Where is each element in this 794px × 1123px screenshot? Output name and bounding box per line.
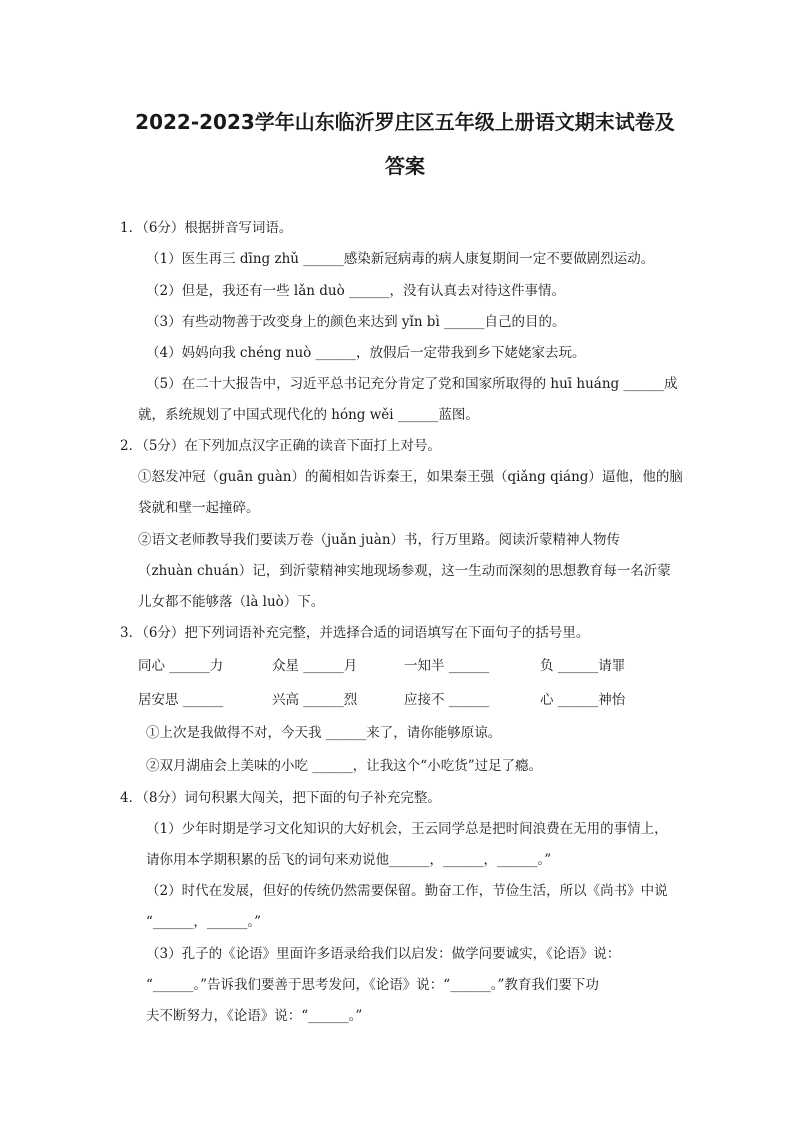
q1-item-5-cont: 就，系统规划了中国式现代化的 hóng wěi ______蓝图。	[138, 407, 479, 423]
q2-line-5: 儿女都不能够落（là luò）下。	[138, 594, 325, 610]
q3-word-5: 居安思 ______	[138, 692, 224, 708]
q3-word-4: 负 ______请罪	[540, 658, 626, 674]
q1-item-3: （3）有些动物善于改变身上的颜色来达到 yǐn bì ______自己的目的。	[146, 314, 566, 330]
q4-line-4: “______，______。”	[146, 914, 262, 930]
q2-line-1: ①怒发冲冠（guān guàn）的蔺相如告诉秦王，如果秦王强（qiǎng qiáng）逼他，他的脑	[138, 469, 683, 485]
q2-line-3: ②语文老师教导我们要读万卷（juǎn juàn）书，行万里路。阅读沂蒙精神人物传	[138, 532, 621, 548]
q4-line-7: 夫不断努力，《论语》说：“______。”	[146, 1008, 363, 1024]
q4-line-1: （1）少年时期是学习文化知识的大好机会，王云同学总是把时间浪费在无用的事情上，	[146, 821, 668, 837]
q2-line-4: （zhuàn chuán）记，到沂蒙精神实地现场参观，这一生动而深刻的思想教育每一名沂蒙	[138, 563, 671, 579]
q3-word-6: 兴高 ______烈	[272, 692, 358, 708]
q4-line-6: “______。”告诉我们要善于思考发问，《论语》说：“______。”教育我们要下功	[146, 977, 599, 993]
q1-item-1: （1）医生再三 dīng zhǔ ______感染新冠病毒的病人康复期间一定不要做剧烈运动。	[146, 251, 655, 267]
exam-title-line1: 2022-2023学年山东临沂罗庄区五年级上册语文期末试卷及	[135, 110, 675, 134]
q1-item-2: （2）但是，我还有一些 lǎn duò ______，没有认真去对待这件事情。	[146, 283, 565, 299]
q3-word-1: 同心 ______力	[138, 658, 224, 674]
q1-heading: 1．（6分）根据拼音写词语。	[120, 220, 293, 236]
exam-title-line2: 答案	[385, 154, 425, 178]
q3-sentence-1: ①上次是我做得不对，今天我 ______来了，请你能够原谅。	[146, 725, 502, 741]
q1-item-4: （4）妈妈向我 chéng nuò ______，放假后一定带我到乡下姥姥家去玩。	[146, 345, 586, 361]
q2-line-2: 袋就和壁一起撞碎。	[138, 500, 260, 516]
q3-word-2: 众星 ______月	[272, 658, 358, 674]
q4-heading: 4．（8分）词句积累大闯关，把下面的句子补充完整。	[120, 790, 441, 806]
q3-heading: 3．（6分）把下列词语补充完整，并选择合适的词语填写在下面句子的括号里。	[120, 625, 590, 641]
q1-item-5: （5）在二十大报告中，习近平总书记充分肯定了党和国家所取得的 huī huáng ______成	[146, 376, 678, 392]
exam-title	[110, 100, 700, 188]
q3-word-7: 应接不 ______	[404, 692, 490, 708]
q3-word-3: 一知半 ______	[404, 658, 490, 674]
q4-line-2: 请你用本学期积累的岳飞的词句来劝说他______，______，______。”	[146, 852, 552, 868]
q3-word-8: 心 ______神怡	[540, 692, 626, 708]
q4-line-3: （2）时代在发展，但好的传统仍然需要保留。勤奋工作，节俭生活，所以《尚书》中说	[146, 883, 668, 899]
q3-sentence-2: ②双月湖庙会上美味的小吃 ______，让我这个“小吃货”过足了瘾。	[146, 758, 543, 774]
q4-line-5: （3）孔子的《论语》里面许多语录给我们以启发：做学问要诚实，《论语》说：	[146, 946, 621, 962]
q2-heading: 2．（5分）在下列加点汉字正确的读音下面打上对号。	[120, 438, 441, 454]
